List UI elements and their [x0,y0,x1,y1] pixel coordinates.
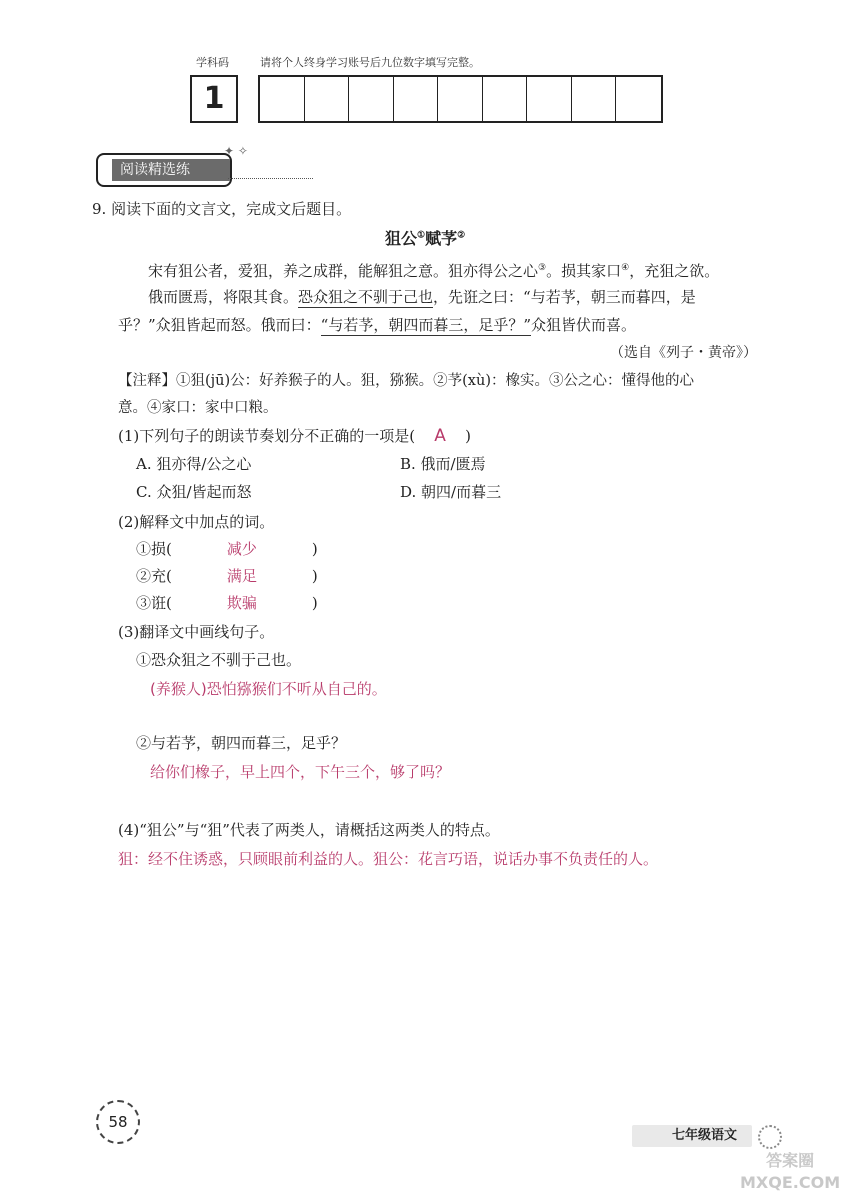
q4-stem: (4)“狙公”与“狙”代表了两类人，请概括这两类人的特点。 [118,821,500,839]
q1-stem: (1)下列句子的朗读节奏划分不正确的一项是( A ) [118,426,471,446]
q4-answer: 狙：经不住诱惑，只顾眼前利益的人。狙公：花言巧语，说话办事不负责任的人。 [118,850,659,868]
digit-cell[interactable] [483,77,528,121]
subject-code-label: 学科码 [196,56,229,69]
notes-line-1: 【注释】①狙(jū)公：好养猴子的人。狙，猕猴。②芧(xù)：橡实。③公之心：懂得他的心 [118,373,694,389]
digit-cell[interactable] [438,77,483,121]
q3-sentence-1: ①恐众狙之不驯于己也。 [136,651,302,669]
digit-cell[interactable] [527,77,572,121]
question-intro: 9. 阅读下面的文言文，完成文后题目。 [92,200,352,218]
digit-cell[interactable] [394,77,439,121]
section-title: 阅读精选练 [112,159,230,181]
q1-option-a: A. 狙亦得/公之心 [136,455,252,473]
account-digit-boxes[interactable] [258,75,663,123]
flower-icon [758,1125,782,1149]
account-instruction: 请将个人终身学习账号后九位数字填写完整。 [260,56,480,69]
grade-subject-tag: 七年级语文 [632,1125,752,1147]
q3-stem: (3)翻译文中画线句子。 [118,623,275,641]
q2-answer-2: 满足 [226,567,257,585]
digit-cell[interactable] [305,77,350,121]
digit-cell[interactable] [616,77,661,121]
section-tag [96,153,232,187]
passage-source: （选自《列子・黄帝》） [610,345,757,361]
underlined-sentence-2: “与若芧，朝四而暮三，足乎？” [320,316,532,334]
passage-line-3: 乎？”众狙皆起而怒。俄而曰：“与若芧，朝四而暮三，足乎？”众狙皆伏而喜。 [118,316,637,334]
q3-sentence-2: ②与若芧，朝四而暮三，足乎？ [136,734,347,752]
digit-cell[interactable] [260,77,305,121]
watermark: 答案圈 MXQE.COM [740,1151,841,1192]
q2-item-1: ①损( 减少 ) [136,540,318,558]
digit-cell[interactable] [572,77,617,121]
q3-answer-1: (养猴人)恐怕猕猴们不听从自己的。 [150,680,387,698]
q3-answer-2: 给你们橡子，早上四个，下午三个，够了吗？ [150,763,451,781]
q1-option-b: B. 俄而/匮焉 [400,455,486,473]
q1-option-d: D. 朝四/而暮三 [400,483,502,501]
underlined-sentence-1: 恐众狙之不驯于己也 [298,288,434,306]
page-number: 58 [96,1100,140,1144]
subject-code-box: 1 [190,75,238,123]
notes-line-2: 意。④家口：家中口粮。 [118,400,278,416]
q1-answer: A [434,426,446,446]
passage-line-1: 宋有狙公者，爱狙，养之成群，能解狙之意。狙亦得公之心③。损其家口④，充狙之欲。 [148,262,720,280]
q2-answer-3: 欺骗 [226,594,257,612]
q1-option-c: C. 众狙/皆起而怒 [136,483,252,501]
passage-title: 狙公①赋芧② [385,229,466,248]
section-tag-line [228,178,313,179]
sparkle-icon: ✦ ✧ [224,144,248,158]
digit-cell[interactable] [349,77,394,121]
q2-answer-1: 减少 [226,540,257,558]
q2-item-2: ②充( 满足 ) [136,567,318,585]
q2-item-3: ③诳( 欺骗 ) [136,594,318,612]
passage-line-2: 俄而匮焉，将限其食。恐众狙之不驯于己也，先诳之曰：“与若芧，朝三而暮四，是 [148,288,696,306]
q2-stem: (2)解释文中加点的词。 [118,513,275,531]
